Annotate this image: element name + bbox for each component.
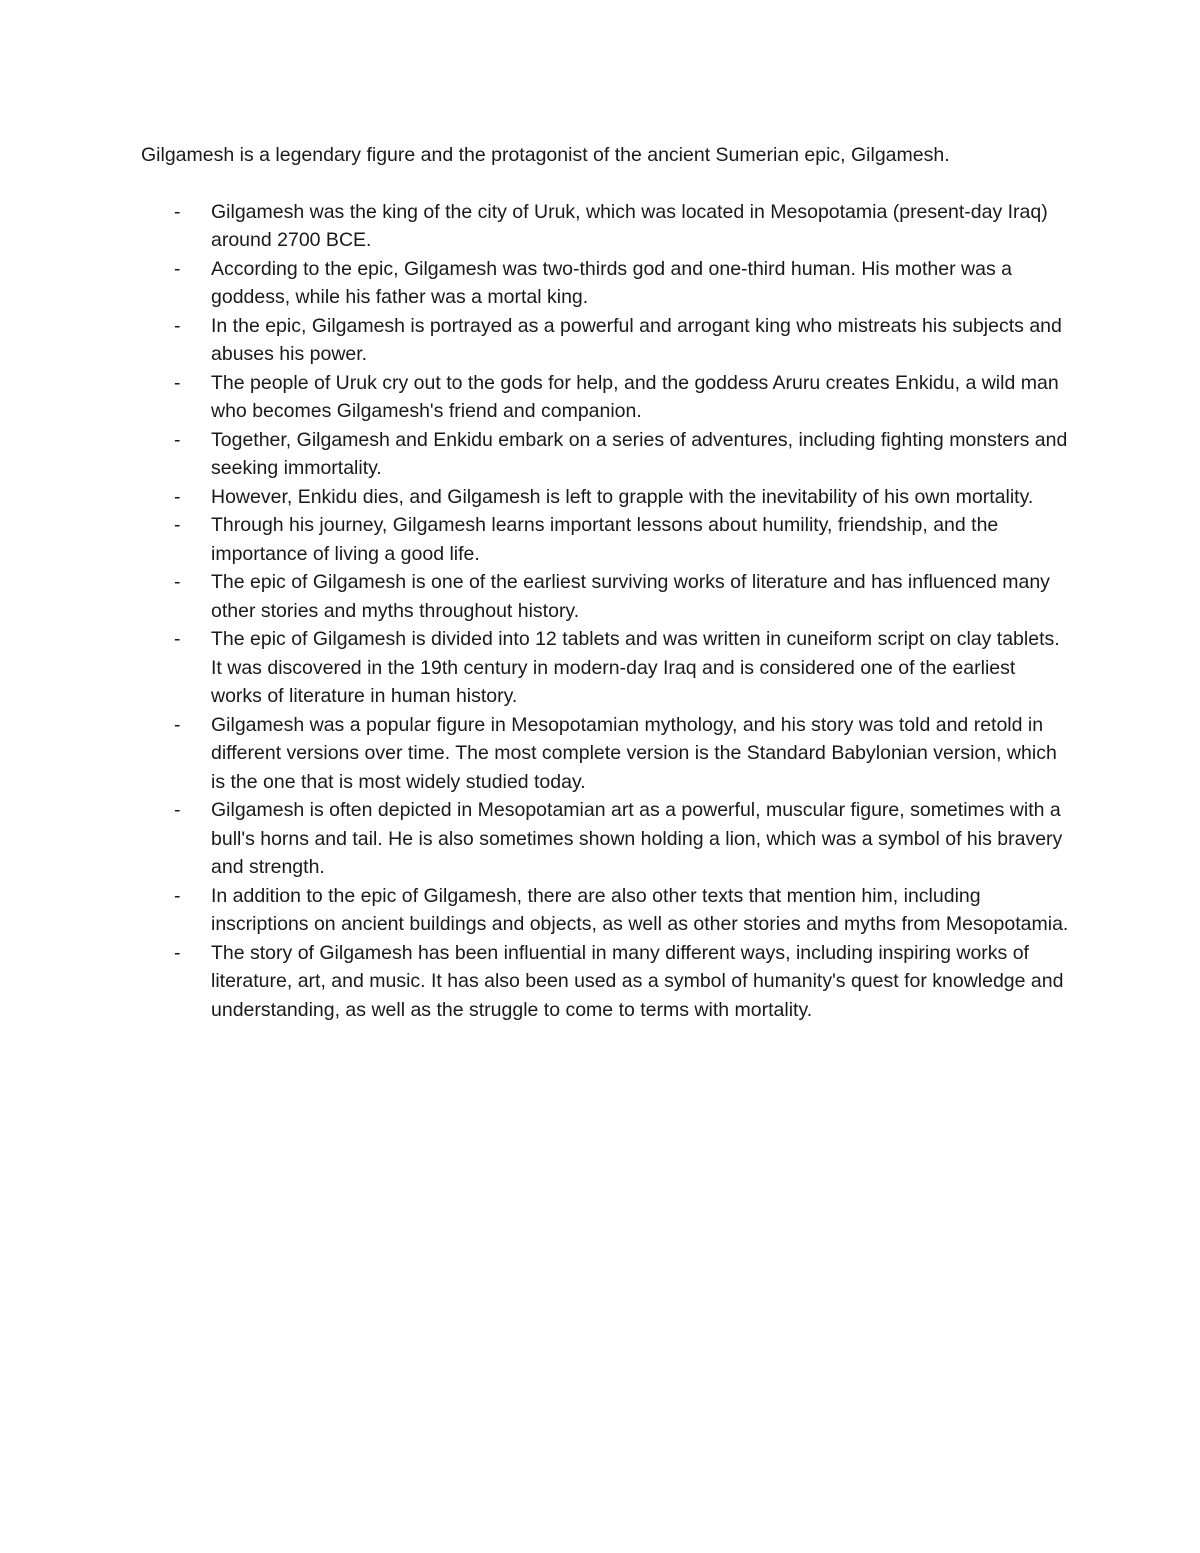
list-item [141,483,1071,512]
bullet-dash: - [174,799,181,821]
list-item-text: Gilgamesh is often depicted in Mesopotamian art as a powerful, muscular figure, sometimes with a bull's horns and tail. He is also sometimes shown holding a lion, which was a symbol of his bravery and strength. [211,799,1063,878]
intro-paragraph: Gilgamesh is a legendary figure and the protagonist of the ancient Sumerian epic, Gilgamesh. [141,144,950,166]
bullet-dash: - [174,514,181,536]
bullet-dash: - [174,200,181,223]
bullet-list [141,198,1071,1025]
list-item-text: The story of Gilgamesh has been influential in many different ways, including inspiring works of literature, art, and music. It has also been used as a symbol of humanity's quest for knowledge and understanding, as well as the struggle to come to terms with mortality. [211,941,1064,1021]
list-item [141,426,1071,483]
bullet-dash: - [174,428,181,451]
list-item [141,511,1071,568]
list-item [141,255,1071,312]
bullet-dash: - [174,628,181,650]
document-body [141,141,1071,1024]
list-item [141,796,1071,882]
list-item [141,198,1071,255]
list-item-text: The epic of Gilgamesh is one of the earliest surviving works of literature and has influenced many other stories and myths throughout history. [211,571,1050,622]
bullet-dash: - [174,941,181,964]
list-item [141,711,1071,797]
list-item [141,625,1071,711]
list-item-text: In addition to the epic of Gilgamesh, there are also other texts that mention him, including inscriptions on ancient buildings and objects, as well as other stories and myths from Mesopotamia. [211,884,1069,935]
list-item-text: According to the epic, Gilgamesh was two-thirds god and one-third human. His mother was a goddess, while his father was a mortal king. [211,257,1012,308]
list-item-text: The epic of Gilgamesh is divided into 12 tablets and was written in cuneiform script on clay tablets. It was discovered in the 19th century in modern-day Iraq and is considered one of the earliest works of literature in human history. [211,628,1060,707]
bullet-dash: - [174,257,181,280]
list-item [141,369,1071,426]
list-item-text: Gilgamesh was a popular figure in Mesopotamian mythology, and his story was told and retold in different versions over time. The most complete version is the Standard Babylonian version, which is the one that is most widely studied today. [211,713,1057,793]
bullet-dash: - [174,314,181,337]
bullet-dash: - [174,485,181,508]
list-item-text: In the epic, Gilgamesh is portrayed as a powerful and arrogant king who mistreats his subjects and abuses his power. [211,314,1062,365]
bullet-dash: - [174,884,181,907]
list-item [141,882,1071,939]
list-item-text: Through his journey, Gilgamesh learns important lessons about humility, friendship, and the importance of living a good life. [211,514,999,565]
list-item-text: However, Enkidu dies, and Gilgamesh is left to grapple with the inevitability of his own mortality. [211,485,1034,508]
bullet-dash: - [174,371,181,394]
list-item-text: The people of Uruk cry out to the gods for help, and the goddess Aruru creates Enkidu, a wild man who becomes Gilgamesh's friend and companion. [211,371,1059,422]
list-item [141,568,1071,625]
list-item [141,312,1071,369]
list-item-text: Together, Gilgamesh and Enkidu embark on a series of adventures, including fighting monsters and seeking immortality. [211,428,1068,479]
list-item [141,939,1071,1025]
bullet-dash: - [174,713,181,736]
bullet-dash: - [174,571,181,593]
list-item-text: Gilgamesh was the king of the city of Uruk, which was located in Mesopotamia (present-day Iraq) around 2700 BCE. [211,200,1048,251]
